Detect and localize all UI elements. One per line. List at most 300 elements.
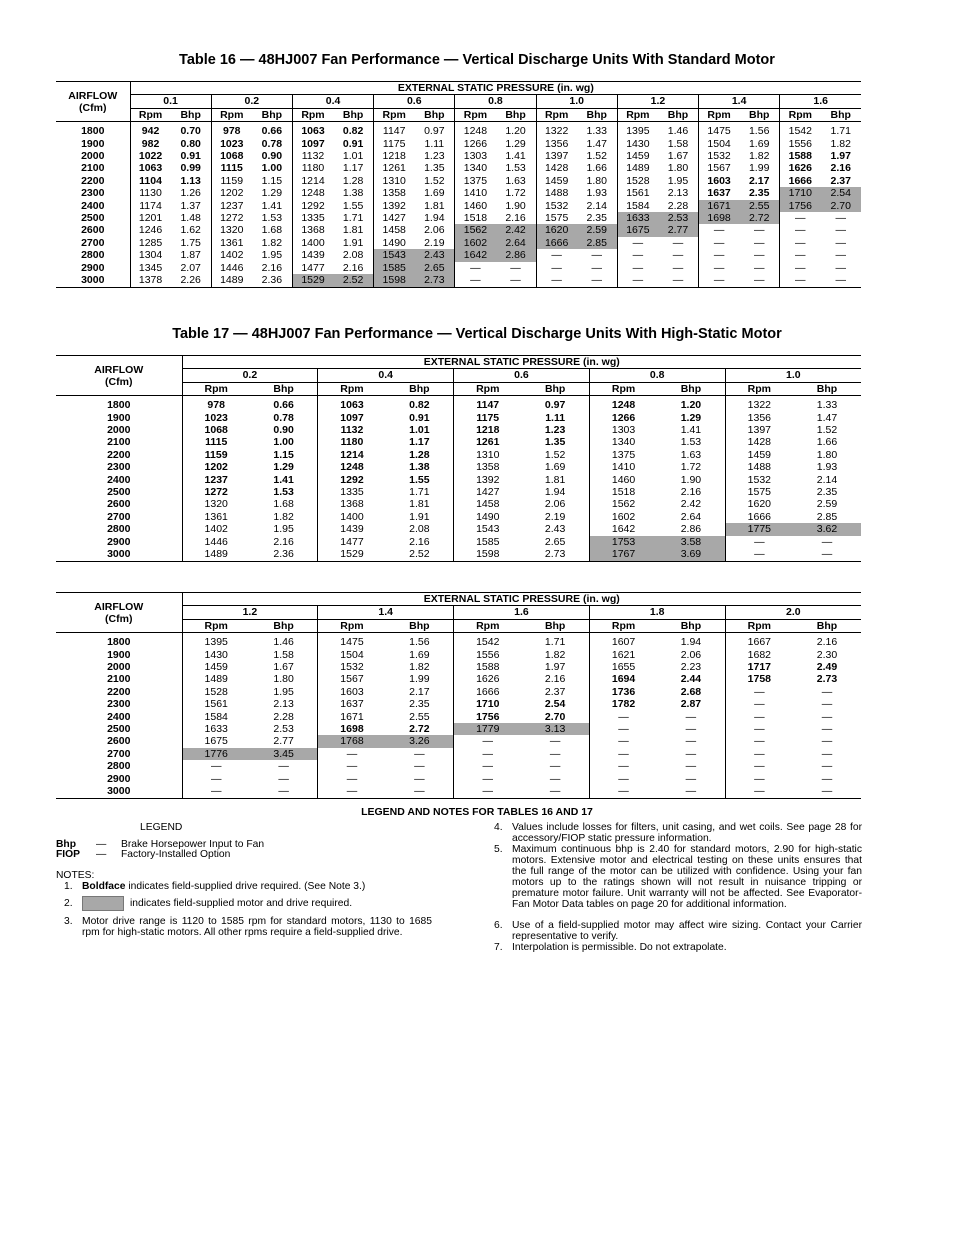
rpm-cell: 1529 — [292, 274, 333, 287]
pressure-header: 0.4 — [318, 369, 454, 382]
bhp-cell: 1.00 — [273, 436, 294, 449]
rpm-header: Rpm — [374, 108, 415, 121]
rpm-cell: 1489 — [204, 673, 228, 686]
airflow-cell: 2300 — [56, 698, 182, 710]
bhp-cell: 2.70 — [544, 710, 566, 723]
bhp-header: Bhp — [820, 108, 861, 121]
rpm-cell: 1602 — [589, 511, 657, 523]
table-row — [56, 511, 861, 523]
airflow-cell: 2000 — [56, 661, 182, 673]
rpm-cell: 1246 — [138, 224, 163, 237]
rpm-cell: 1567 — [318, 673, 386, 685]
airflow-cell: 2200 — [56, 175, 130, 187]
rpm-cell: 1666 — [454, 686, 522, 698]
airflow-cell: 1900 — [56, 649, 182, 661]
rpm-cell: 1303 — [455, 150, 496, 162]
rpm-cell: 1775 — [725, 523, 793, 535]
rpm-cell: 1428 — [725, 436, 793, 448]
bhp-cell: 1.35 — [424, 162, 445, 175]
bhp-cell: 2.64 — [495, 237, 536, 249]
table-row — [56, 200, 861, 212]
rpm-cell: — — [780, 212, 821, 224]
rpm-cell: 1237 — [211, 200, 252, 212]
bhp-cell: 3.58 — [657, 536, 725, 548]
rpm-cell: 1104 — [139, 174, 162, 187]
bhp-cell: 2.49 — [816, 661, 838, 674]
airflow-cell: 2700 — [56, 237, 130, 249]
rpm-header: Rpm — [536, 108, 577, 121]
bhp-cell: — — [495, 274, 536, 287]
bhp-cell: 1.20 — [680, 399, 702, 412]
bhp-cell: 2.77 — [658, 224, 699, 236]
bhp-header: Bhp — [386, 619, 454, 632]
rpm-cell: — — [536, 274, 577, 287]
rpm-cell: — — [589, 711, 657, 723]
bhp-cell: — — [521, 785, 589, 798]
rpm-cell: 1489 — [617, 162, 658, 174]
rpm-cell: 1310 — [374, 175, 415, 187]
bhp-cell: — — [835, 261, 847, 274]
bhp-cell: 0.78 — [273, 411, 294, 424]
rpm-header: Rpm — [589, 382, 657, 395]
table-row — [56, 785, 861, 798]
bhp-cell: — — [278, 772, 289, 785]
rpm-cell: 1736 — [589, 686, 657, 698]
note-2 — [64, 896, 439, 911]
bhp-cell: 2.16 — [409, 535, 430, 548]
rpm-cell: 1489 — [182, 548, 250, 561]
bhp-cell: — — [821, 772, 833, 785]
bhp-cell: — — [685, 723, 697, 736]
bhp-cell: 2.85 — [816, 510, 838, 523]
rpm-cell: 1620 — [536, 224, 577, 236]
rpm-cell: — — [210, 772, 222, 785]
rpm-cell: — — [454, 760, 522, 772]
bhp-header: Bhp — [171, 108, 212, 121]
bhp-cell: 1.90 — [505, 199, 526, 212]
bhp-cell: — — [835, 212, 847, 225]
bhp-cell: 1.69 — [409, 648, 430, 661]
rpm-cell: — — [725, 735, 793, 747]
bhp-cell: — — [685, 747, 697, 760]
airflow-cell: 2700 — [56, 511, 182, 523]
bhp-cell: 2.43 — [414, 249, 455, 261]
bhp-cell: 1.72 — [505, 187, 526, 200]
bhp-cell: 1.93 — [816, 461, 838, 474]
bhp-cell: 1.67 — [667, 150, 689, 163]
bhp-cell: 2.08 — [409, 523, 430, 536]
rpm-cell: 1214 — [318, 449, 386, 461]
rpm-cell: — — [589, 723, 657, 735]
rpm-cell: 1304 — [138, 249, 163, 262]
table-row — [56, 760, 861, 772]
table-row — [56, 237, 861, 249]
rpm-cell: — — [699, 274, 740, 287]
rpm-cell: 1782 — [589, 698, 657, 710]
rpm-cell: — — [589, 748, 657, 760]
bhp-cell: 1.95 — [261, 249, 283, 262]
pressure-header: 0.6 — [454, 369, 590, 382]
airflow-cell: 2600 — [56, 498, 182, 510]
bhp-header: Bhp — [414, 108, 455, 121]
rpm-cell: 1710 — [454, 698, 522, 710]
bhp-cell: 1.90 — [680, 473, 702, 486]
rpm-cell: 1490 — [454, 511, 522, 523]
bhp-cell: 1.71 — [409, 486, 430, 499]
table17-part2 — [56, 592, 861, 799]
rpm-cell: 1202 — [211, 187, 252, 199]
bhp-cell: — — [414, 747, 425, 760]
bhp-cell: 1.41 — [680, 424, 702, 437]
rpm-cell: 1272 — [204, 486, 228, 499]
bhp-cell: 1.17 — [409, 436, 430, 449]
bhp-cell: 2.86 — [495, 249, 536, 261]
rpm-cell: 1115 — [211, 162, 252, 174]
rpm-cell: 1397 — [725, 424, 793, 436]
rpm-cell: — — [725, 698, 793, 710]
table-row — [56, 249, 861, 261]
table-row — [56, 523, 861, 535]
rpm-cell: 1368 — [318, 498, 386, 510]
table-row — [56, 212, 861, 224]
rpm-cell: — — [699, 249, 740, 261]
bhp-cell: 0.91 — [409, 411, 430, 424]
bhp-cell: 2.73 — [521, 548, 589, 561]
table-row — [56, 486, 861, 498]
rpm-cell: 1575 — [536, 212, 577, 224]
rpm-cell: 1666 — [725, 511, 793, 523]
rpm-cell: 1633 — [204, 723, 228, 736]
note-number: 6. — [494, 920, 503, 931]
table-row — [56, 498, 861, 510]
bhp-cell: 1.38 — [342, 187, 364, 200]
rpm-cell: 1248 — [292, 187, 333, 199]
table17-title: Table 17 — 48HJ007 Fan Performance — Vertical Discharge Units With High-Static Motor — [172, 326, 782, 342]
bhp-cell: 1.29 — [261, 187, 283, 200]
bhp-cell: 1.97 — [830, 150, 851, 163]
rpm-cell: 1063 — [138, 162, 163, 175]
bhp-cell: — — [821, 710, 833, 723]
bhp-cell: — — [739, 274, 780, 287]
rpm-cell: 1446 — [211, 262, 252, 274]
rpm-header: Rpm — [589, 619, 657, 632]
airflow-header — [56, 356, 182, 396]
bhp-cell: — — [657, 785, 725, 798]
table-row — [56, 122, 861, 138]
bhp-cell: — — [672, 249, 684, 262]
note-text: Maximum continuous bhp is 2.40 for standard motors, 2.90 for high-static motors. Extensive motor and electrical testing on these units ensures that the full range of the motor can be utilized with confidence. Using your fan motors up to the ratings shown will not result in nuisance tripping or premature motor failure. Unit warranty will not be affected. See Evaporator-Fan Motor Data tables on page 20 for additional information. — [512, 844, 862, 910]
rpm-cell: 1598 — [374, 274, 415, 287]
rpm-cell: 1633 — [617, 212, 658, 224]
bhp-cell: 1.81 — [424, 199, 445, 212]
bhp-cell: 1.68 — [261, 224, 283, 237]
bhp-header: Bhp — [386, 382, 454, 395]
rpm-cell: 1430 — [204, 648, 228, 661]
rpm-cell: 1626 — [780, 162, 821, 174]
rpm-cell: 1528 — [617, 175, 658, 187]
esp-header: EXTERNAL STATIC PRESSURE (in. wg) — [130, 82, 861, 95]
bhp-cell: 2.14 — [816, 473, 838, 486]
rpm-cell: 1023 — [211, 138, 252, 150]
bhp-cell: 1.80 — [667, 162, 689, 175]
rpm-cell: 1201 — [138, 212, 163, 225]
rpm-cell: 1776 — [182, 748, 250, 760]
airflow-label: AIRFLOW — [68, 89, 118, 102]
bhp-cell: 1.63 — [505, 174, 526, 187]
rpm-cell: 1458 — [374, 224, 415, 236]
airflow-cell: 3000 — [56, 785, 182, 798]
rpm-cell: — — [725, 773, 793, 785]
rpm-cell: 1682 — [725, 649, 793, 661]
table-row — [56, 262, 861, 274]
bhp-cell: — — [672, 236, 684, 249]
bhp-cell: 0.70 — [180, 125, 201, 138]
bhp-cell: 1.15 — [261, 174, 283, 187]
bhp-cell: 1.52 — [816, 424, 838, 437]
table-row — [56, 187, 861, 199]
bhp-cell: 2.08 — [342, 249, 364, 262]
bhp-cell: 2.13 — [667, 187, 689, 200]
bhp-cell: 1.94 — [544, 486, 566, 499]
bhp-cell: 2.06 — [680, 648, 702, 661]
bhp-header: Bhp — [793, 619, 861, 632]
legend-label: LEGEND — [140, 822, 183, 833]
bhp-cell: 1.82 — [409, 661, 430, 674]
bhp-cell: 2.17 — [409, 685, 430, 698]
rpm-header: Rpm — [182, 619, 250, 632]
rpm-cell: 1756 — [780, 200, 821, 212]
bhp-cell: 1.48 — [180, 212, 201, 225]
rpm-cell: — — [780, 224, 821, 236]
bhp-cell: — — [835, 236, 847, 249]
note-text: Values include losses for filters, unit casing, and wet coils. See page 28 for accessory/FIOP static pressure information. — [512, 822, 862, 844]
note-1 — [64, 881, 439, 892]
bhp-cell: — — [250, 785, 318, 798]
pressure-header: 0.2 — [182, 369, 318, 382]
bhp-cell: 1.33 — [586, 125, 607, 138]
rpm-cell: 1261 — [374, 162, 415, 174]
bhp-cell: 0.66 — [273, 399, 294, 412]
bhp-cell: — — [658, 274, 699, 287]
rpm-cell: 1607 — [589, 633, 657, 649]
airflow-cell: 2100 — [56, 673, 182, 685]
rpm-header: Rpm — [292, 108, 333, 121]
bhp-cell: 1.99 — [748, 162, 770, 175]
rpm-cell: 1584 — [617, 200, 658, 212]
bhp-cell: — — [835, 249, 847, 262]
bhp-cell: 2.28 — [667, 199, 689, 212]
bhp-cell: 1.82 — [748, 150, 770, 163]
bhp-cell: 2.16 — [342, 261, 364, 274]
bhp-cell: 2.53 — [273, 723, 294, 736]
rpm-header: Rpm — [455, 108, 496, 121]
bhp-cell: 1.66 — [816, 436, 838, 449]
rpm-cell: 1655 — [589, 661, 657, 673]
rpm-cell: 1768 — [318, 735, 386, 747]
airflow-label: AIRFLOW — [94, 363, 144, 376]
rpm-cell: 1585 — [374, 262, 415, 274]
rpm-cell: 1529 — [318, 548, 386, 561]
rpm-cell: 1584 — [204, 710, 228, 723]
bhp-cell: — — [386, 785, 454, 798]
rpm-cell: — — [725, 748, 793, 760]
bhp-cell: 1.41 — [505, 150, 526, 163]
bhp-cell: 2.36 — [250, 548, 318, 561]
legend-dash: — — [96, 839, 107, 850]
rpm-cell: 1562 — [455, 224, 496, 236]
bhp-cell: 1.33 — [816, 399, 838, 412]
airflow-label: AIRFLOW — [94, 600, 144, 613]
rpm-cell: 1556 — [780, 138, 821, 150]
bhp-header: Bhp — [521, 382, 589, 395]
rpm-cell: 1675 — [204, 735, 228, 748]
bhp-header: Bhp — [250, 619, 318, 632]
bhp-cell: 2.73 — [414, 274, 455, 287]
bhp-cell: 1.82 — [261, 236, 283, 249]
note-text: Motor drive range is 1120 to 1585 rpm for standard motors, 1130 to 1685 rpm for high-static motors. All other rpms require a field-supplied drive. — [82, 916, 432, 938]
table16 — [56, 81, 861, 288]
rpm-cell: 1397 — [536, 150, 577, 162]
rpm-cell: 1532 — [318, 661, 386, 673]
note-number: 4. — [494, 822, 503, 833]
airflow-unit: (Cfm) — [79, 101, 107, 114]
bhp-header: Bhp — [495, 108, 536, 121]
note-3 — [64, 916, 432, 938]
note-number: 7. — [494, 942, 503, 953]
bhp-cell: 1.80 — [586, 174, 607, 187]
bhp-cell: — — [685, 710, 697, 723]
bhp-cell: 1.20 — [505, 125, 526, 138]
bhp-cell: 1.37 — [180, 199, 201, 212]
bhp-cell: 1.58 — [667, 137, 689, 150]
note-text: indicates field-supplied motor and drive required. — [130, 898, 353, 910]
table-row — [56, 396, 861, 412]
rpm-header: Rpm — [318, 619, 386, 632]
note-text: indicates field-supplied drive required. (See Note 3.) — [125, 881, 366, 892]
rpm-cell: 1603 — [699, 175, 740, 187]
rpm-cell: 1439 — [292, 249, 333, 261]
airflow-cell: 2400 — [56, 474, 182, 486]
rpm-cell: — — [699, 224, 740, 236]
bhp-cell: 2.59 — [816, 498, 838, 511]
rpm-cell: 1439 — [318, 523, 386, 535]
bhp-cell: 1.53 — [680, 436, 702, 449]
note-number: 3. — [64, 916, 73, 927]
airflow-cell: 1900 — [56, 138, 130, 150]
bhp-cell: — — [821, 723, 833, 736]
bhp-cell: 2.43 — [544, 523, 566, 536]
rpm-cell: 1543 — [374, 249, 415, 261]
bhp-cell: 1.82 — [273, 510, 294, 523]
rpm-cell: 1248 — [455, 122, 496, 138]
rpm-cell: 1779 — [454, 723, 522, 735]
bhp-cell: 2.72 — [739, 212, 780, 224]
bhp-cell: 1.55 — [342, 199, 364, 212]
bhp-cell: — — [414, 760, 425, 773]
airflow-cell: 2800 — [56, 523, 182, 535]
bhp-cell: 0.80 — [180, 137, 201, 150]
bhp-cell: 0.82 — [342, 125, 364, 138]
rpm-cell: 1542 — [780, 122, 821, 138]
table-row — [56, 686, 861, 698]
rpm-cell: 1218 — [374, 150, 415, 162]
pressure-header: 1.4 — [699, 95, 780, 108]
bhp-cell: 2.54 — [544, 698, 566, 711]
rpm-cell: 1340 — [455, 162, 496, 174]
rpm-cell: 1097 — [318, 412, 386, 424]
rpm-cell: 1180 — [292, 162, 333, 174]
bhp-cell: 1.46 — [667, 125, 689, 138]
bhp-cell: — — [591, 261, 602, 274]
rpm-cell: — — [536, 249, 577, 261]
rpm-cell: 1488 — [725, 461, 793, 473]
rpm-cell: 1488 — [536, 187, 577, 199]
pressure-header: 1.2 — [617, 95, 698, 108]
bhp-cell: 2.13 — [273, 698, 294, 711]
rpm-cell: — — [589, 735, 657, 747]
bhp-cell: 2.17 — [748, 174, 770, 187]
table-row — [56, 773, 861, 785]
bhp-cell: 1.95 — [273, 685, 294, 698]
bhp-cell: — — [835, 224, 847, 237]
note-text: Interpolation is permissible. Do not extrapolate. — [512, 942, 727, 953]
bhp-cell: 0.78 — [261, 137, 283, 150]
rpm-cell: 1410 — [455, 187, 496, 199]
rpm-cell: — — [617, 274, 658, 287]
bhp-header: Bhp — [739, 108, 780, 121]
bhp-cell: 3.45 — [250, 748, 318, 760]
bhp-cell: 2.37 — [830, 174, 851, 187]
bhp-cell: 1.94 — [680, 636, 702, 649]
bhp-cell: 2.70 — [820, 200, 861, 212]
bhp-cell: 1.82 — [830, 137, 851, 150]
bhp-cell: 2.44 — [680, 673, 702, 686]
pressure-header: 0.6 — [374, 95, 455, 108]
airflow-cell: 3000 — [56, 548, 182, 561]
rpm-cell: 1675 — [617, 224, 658, 236]
bhp-cell: 1.68 — [273, 498, 294, 511]
note-7 — [494, 942, 862, 953]
bhp-cell: — — [549, 735, 561, 748]
rpm-header: Rpm — [699, 108, 740, 121]
airflow-cell: 2200 — [56, 449, 182, 461]
airflow-cell: 1900 — [56, 412, 182, 424]
rpm-cell: 1427 — [374, 212, 415, 224]
legend-item-fiop — [56, 849, 230, 860]
rpm-cell: — — [725, 686, 793, 698]
rpm-cell: 1180 — [318, 436, 386, 448]
airflow-cell: 2300 — [56, 461, 182, 473]
bhp-cell: 1.58 — [273, 648, 294, 661]
rpm-cell: 1292 — [318, 474, 386, 486]
table-row — [56, 138, 861, 150]
bhp-cell: 1.94 — [424, 212, 445, 225]
rpm-cell: 1490 — [374, 237, 415, 249]
bhp-cell: — — [414, 772, 425, 785]
bhp-cell: 1.13 — [180, 174, 201, 187]
bhp-cell: 1.23 — [544, 424, 566, 437]
bhp-cell: 1.29 — [273, 461, 294, 474]
bhp-cell: — — [753, 249, 765, 262]
rpm-cell: 982 — [141, 137, 160, 150]
bhp-cell: 0.90 — [261, 150, 283, 163]
rpm-cell: 1430 — [617, 138, 658, 150]
bhp-cell: 1.47 — [586, 137, 607, 150]
bhp-cell: 1.52 — [586, 150, 607, 163]
rpm-cell: 1698 — [318, 723, 386, 735]
rpm-cell: 1753 — [589, 536, 657, 548]
rpm-cell: 1567 — [699, 162, 740, 174]
